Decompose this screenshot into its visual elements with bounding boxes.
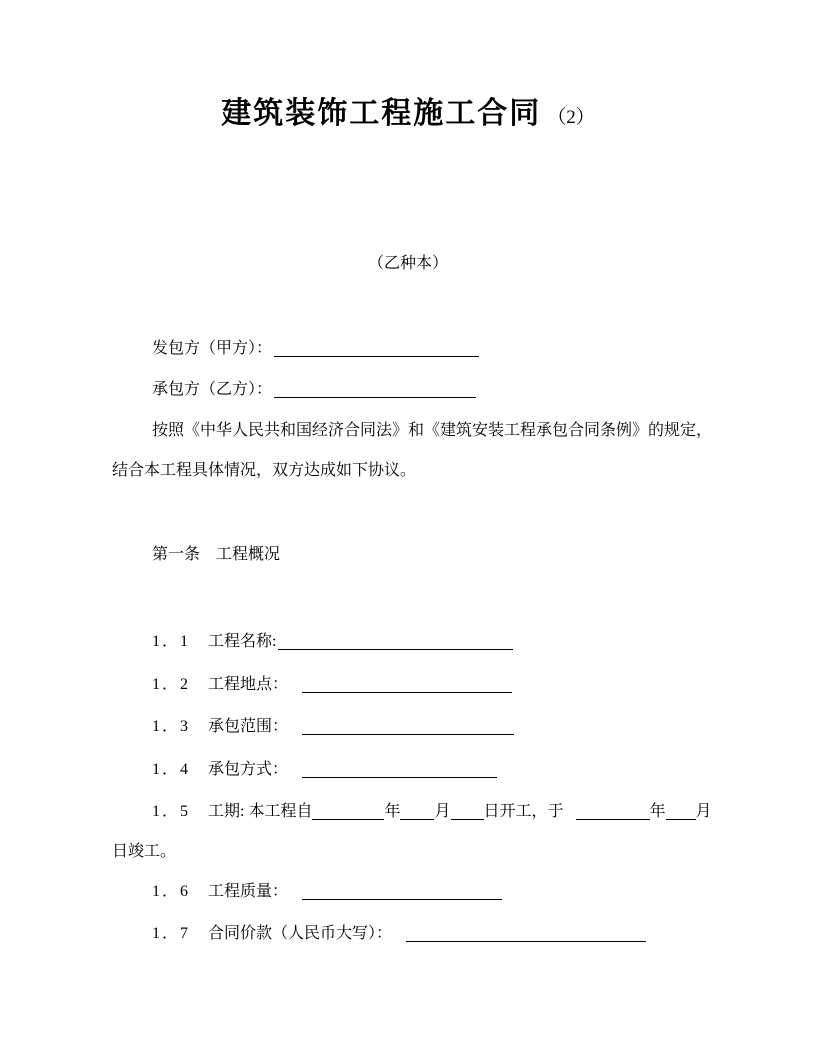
item-1-5-year2: 年 xyxy=(649,803,666,820)
item-1-4-number: 1．4 xyxy=(152,761,191,778)
item-1-5-start-text: 日开工，于 xyxy=(483,803,564,820)
item-1-5-year1: 年 xyxy=(384,803,401,820)
blank-end-month xyxy=(666,801,696,820)
party-b-label: 承包方（乙方）： xyxy=(152,381,273,398)
item-1-5-line xyxy=(152,801,712,822)
item-1-3-label: 承包范围： xyxy=(208,718,289,735)
document-subtitle: （乙种本） xyxy=(367,255,448,272)
item-1-2-label: 工程地点： xyxy=(208,676,289,693)
section-1-heading: 第一条 工程概况 xyxy=(152,546,281,563)
blank-end-year xyxy=(576,801,650,820)
party-a-label: 发包方（甲方）： xyxy=(152,340,273,357)
item-1-6-number: 1．6 xyxy=(152,883,191,900)
item-1-1-number: 1．1 xyxy=(152,633,191,650)
item-1-2-line xyxy=(152,674,512,695)
item-1-3-number: 1．3 xyxy=(152,718,191,735)
item-1-5-month1: 月 xyxy=(434,803,451,820)
item-1-1-label: 工程名称: xyxy=(208,633,277,650)
item-1-5-label: 工期: 本工程自 xyxy=(208,803,313,820)
party-a-line xyxy=(152,338,479,359)
item-1-5-month2: 月 xyxy=(695,803,712,820)
blank-project-quality xyxy=(302,881,502,900)
item-1-3-line xyxy=(152,716,514,737)
item-1-7-number: 1．7 xyxy=(152,925,191,942)
blank-project-name xyxy=(278,631,513,650)
blank-project-location xyxy=(302,674,512,693)
item-1-7-line xyxy=(152,923,646,944)
document-title-main: 建筑装饰工程施工合同 xyxy=(221,97,542,130)
item-1-4-label: 承包方式： xyxy=(208,761,289,778)
blank-contract-method xyxy=(302,759,497,778)
blank-start-year xyxy=(312,801,384,820)
preamble-line-2: 结合本工程具体情况，双方达成如下协议。 xyxy=(112,462,417,479)
blank-party-b xyxy=(274,379,476,398)
item-1-5-number: 1．5 xyxy=(152,803,191,820)
preamble-line-1: 按照《中华人民共和国经济合同法》和《建筑安装工程承包合同条例》的规定， xyxy=(152,422,713,439)
blank-party-a xyxy=(274,338,479,357)
item-1-1-line xyxy=(152,631,513,652)
document-title-suffix: （2） xyxy=(547,107,595,128)
item-1-6-label: 工程质量： xyxy=(208,883,289,900)
item-1-4-line xyxy=(152,759,497,780)
document-title xyxy=(0,92,816,141)
item-1-2-number: 1．2 xyxy=(152,676,191,693)
blank-contract-price xyxy=(406,923,646,942)
blank-contract-scope xyxy=(302,716,514,735)
blank-start-day xyxy=(451,801,484,820)
party-b-line xyxy=(152,379,476,400)
item-1-7-label: 合同价款（人民币大写）： xyxy=(208,925,393,942)
item-1-6-line xyxy=(152,881,502,902)
item-1-5-continuation: 日竣工。 xyxy=(112,843,177,860)
blank-start-month xyxy=(400,801,434,820)
